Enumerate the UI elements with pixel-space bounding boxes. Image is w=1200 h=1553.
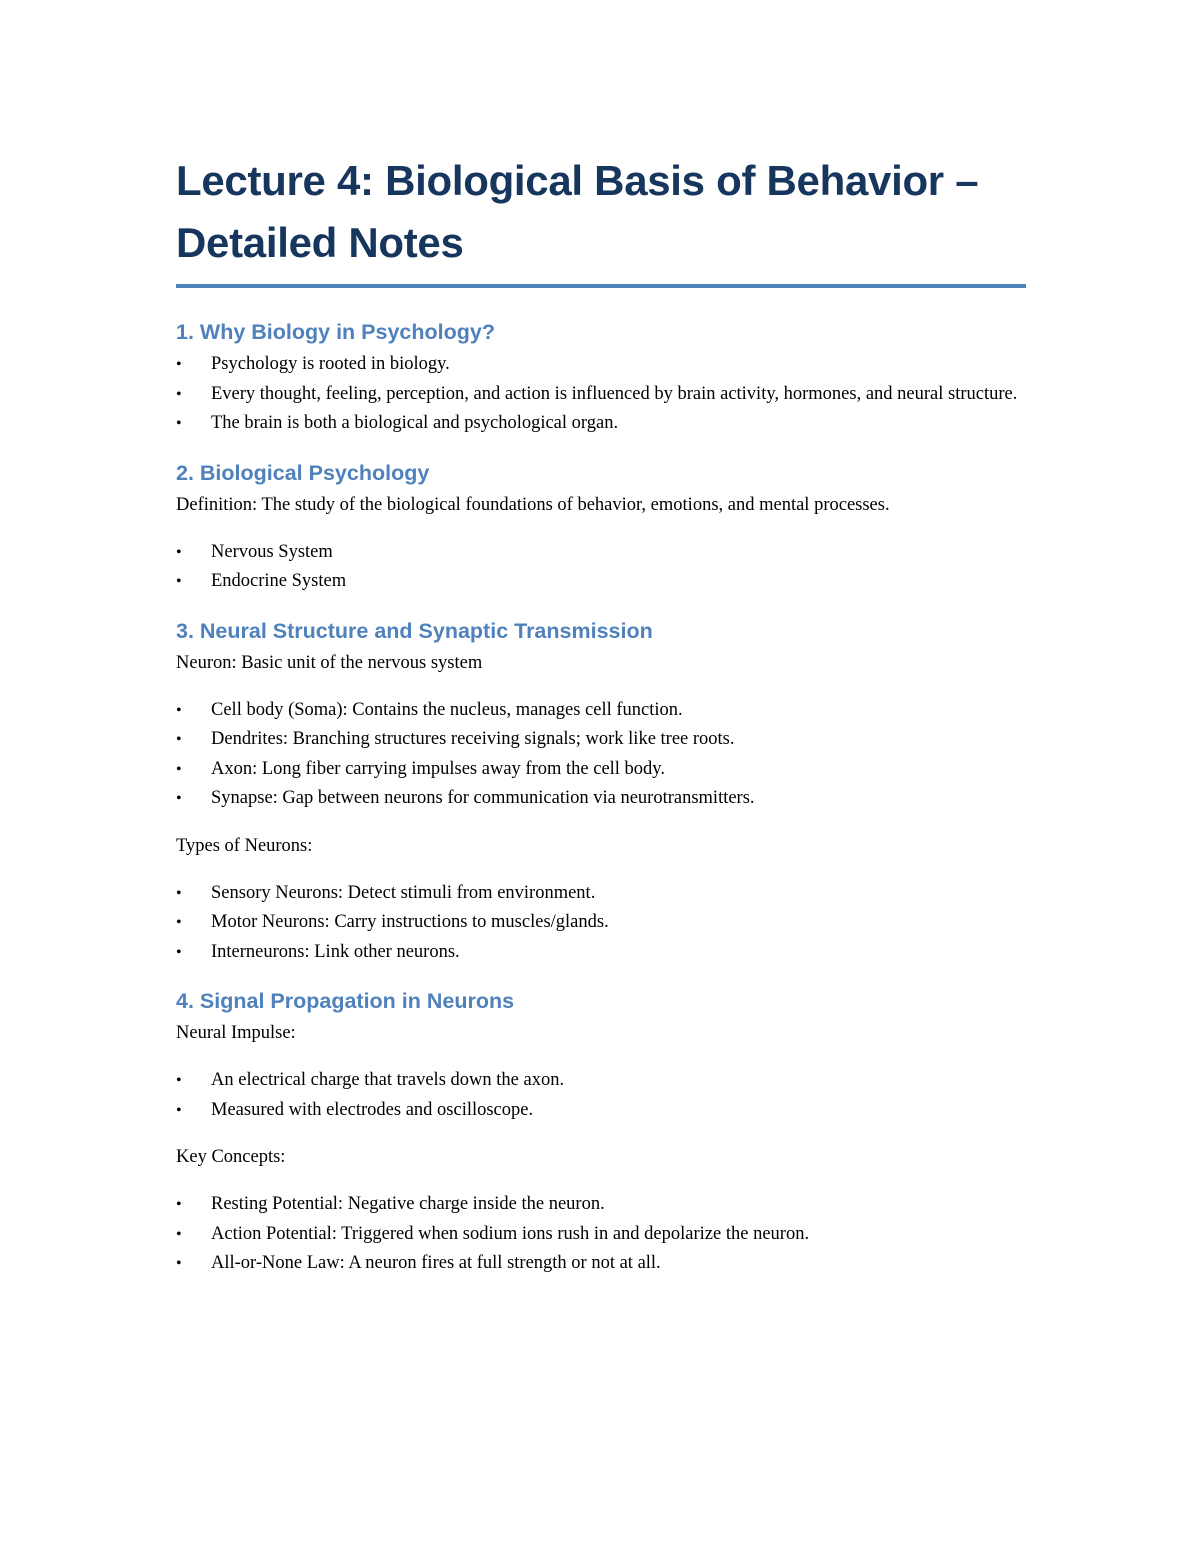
- bullet-list: [176, 1066, 1026, 1125]
- list-item: • Cell body (Soma): Contains the nucleus, manages cell function.: [176, 696, 1026, 726]
- bullet-icon: •: [176, 731, 182, 748]
- section-heading: 4. Signal Propagation in Neurons: [176, 989, 515, 1013]
- bullet-icon: •: [176, 914, 182, 931]
- section-why-biology: [176, 318, 1026, 439]
- list-item: • Axon: Long fiber carrying impulses away from the cell body.: [176, 755, 1026, 785]
- bullet-icon: •: [176, 1072, 182, 1089]
- section-biological-psychology: [176, 459, 1026, 597]
- list-item: • Nervous System: [176, 538, 1026, 568]
- list-item: • Every thought, feeling, perception, and action is influenced by brain activity, hormones, and neural structure.: [176, 380, 1026, 410]
- list-item: • Sensory Neurons: Detect stimuli from environment.: [176, 879, 1026, 909]
- bullet-icon: •: [176, 385, 182, 403]
- section-heading: 2. Biological Psychology: [176, 460, 430, 485]
- list-item: • An electrical charge that travels down the axon.: [176, 1066, 1026, 1096]
- bullet-icon: •: [176, 573, 182, 590]
- bullet-icon: •: [176, 1225, 182, 1243]
- bullet-icon: •: [176, 543, 182, 561]
- document-page: [176, 150, 1026, 1279]
- bullet-list: [176, 1190, 1026, 1279]
- bullet-icon: •: [176, 415, 182, 432]
- intro-text: Neural Impulse:: [176, 1023, 296, 1043]
- list-item: • The brain is both a biological and psychological organ.: [176, 409, 1026, 439]
- bullet-list: [176, 879, 1026, 968]
- bullet-list: [176, 350, 1026, 439]
- bullet-list: [176, 696, 1026, 814]
- bullet-icon: •: [176, 760, 182, 778]
- list-item: • Action Potential: Triggered when sodium ions rush in and depolarize the neuron.: [176, 1220, 1026, 1250]
- section-heading: 1. Why Biology in Psychology?: [176, 320, 495, 344]
- bullet-icon: •: [176, 943, 182, 961]
- bullet-icon: •: [176, 701, 182, 719]
- definition-text: Definition: The study of the biological foundations of behavior, emotions, and mental processes.: [176, 494, 890, 515]
- bullet-icon: •: [176, 884, 182, 902]
- bullet-icon: •: [176, 1255, 182, 1272]
- bullet-icon: •: [176, 1101, 182, 1119]
- list-item: • Psychology is rooted in biology.: [176, 350, 1026, 380]
- bullet-icon: •: [176, 1196, 182, 1213]
- section-heading: 3. Neural Structure and Synaptic Transmission: [176, 618, 653, 643]
- list-item: • All-or-None Law: A neuron fires at full strength or not at all.: [176, 1249, 1026, 1279]
- intro-text: Neuron: Basic unit of the nervous system: [176, 652, 483, 673]
- list-item: • Measured with electrodes and oscilloscope.: [176, 1096, 1026, 1126]
- subintro-text: Types of Neurons:: [176, 835, 313, 856]
- list-item: • Dendrites: Branching structures receiving signals; work like tree roots.: [176, 725, 1026, 755]
- section-signal-propagation: [176, 987, 1026, 1279]
- list-item: • Interneurons: Link other neurons.: [176, 938, 1026, 968]
- document-title: Lecture 4: Biological Basis of Behavior – Detailed Notes: [176, 150, 1026, 288]
- list-item: • Endocrine System: [176, 567, 1026, 597]
- bullet-list: [176, 538, 1026, 597]
- subintro-text: Key Concepts:: [176, 1147, 286, 1167]
- list-item: • Motor Neurons: Carry instructions to muscles/glands.: [176, 908, 1026, 938]
- section-neural-structure: [176, 617, 1026, 968]
- bullet-icon: •: [176, 790, 182, 807]
- list-item: • Resting Potential: Negative charge inside the neuron.: [176, 1190, 1026, 1220]
- list-item: • Synapse: Gap between neurons for communication via neurotransmitters.: [176, 784, 1026, 814]
- bullet-icon: •: [176, 356, 182, 373]
